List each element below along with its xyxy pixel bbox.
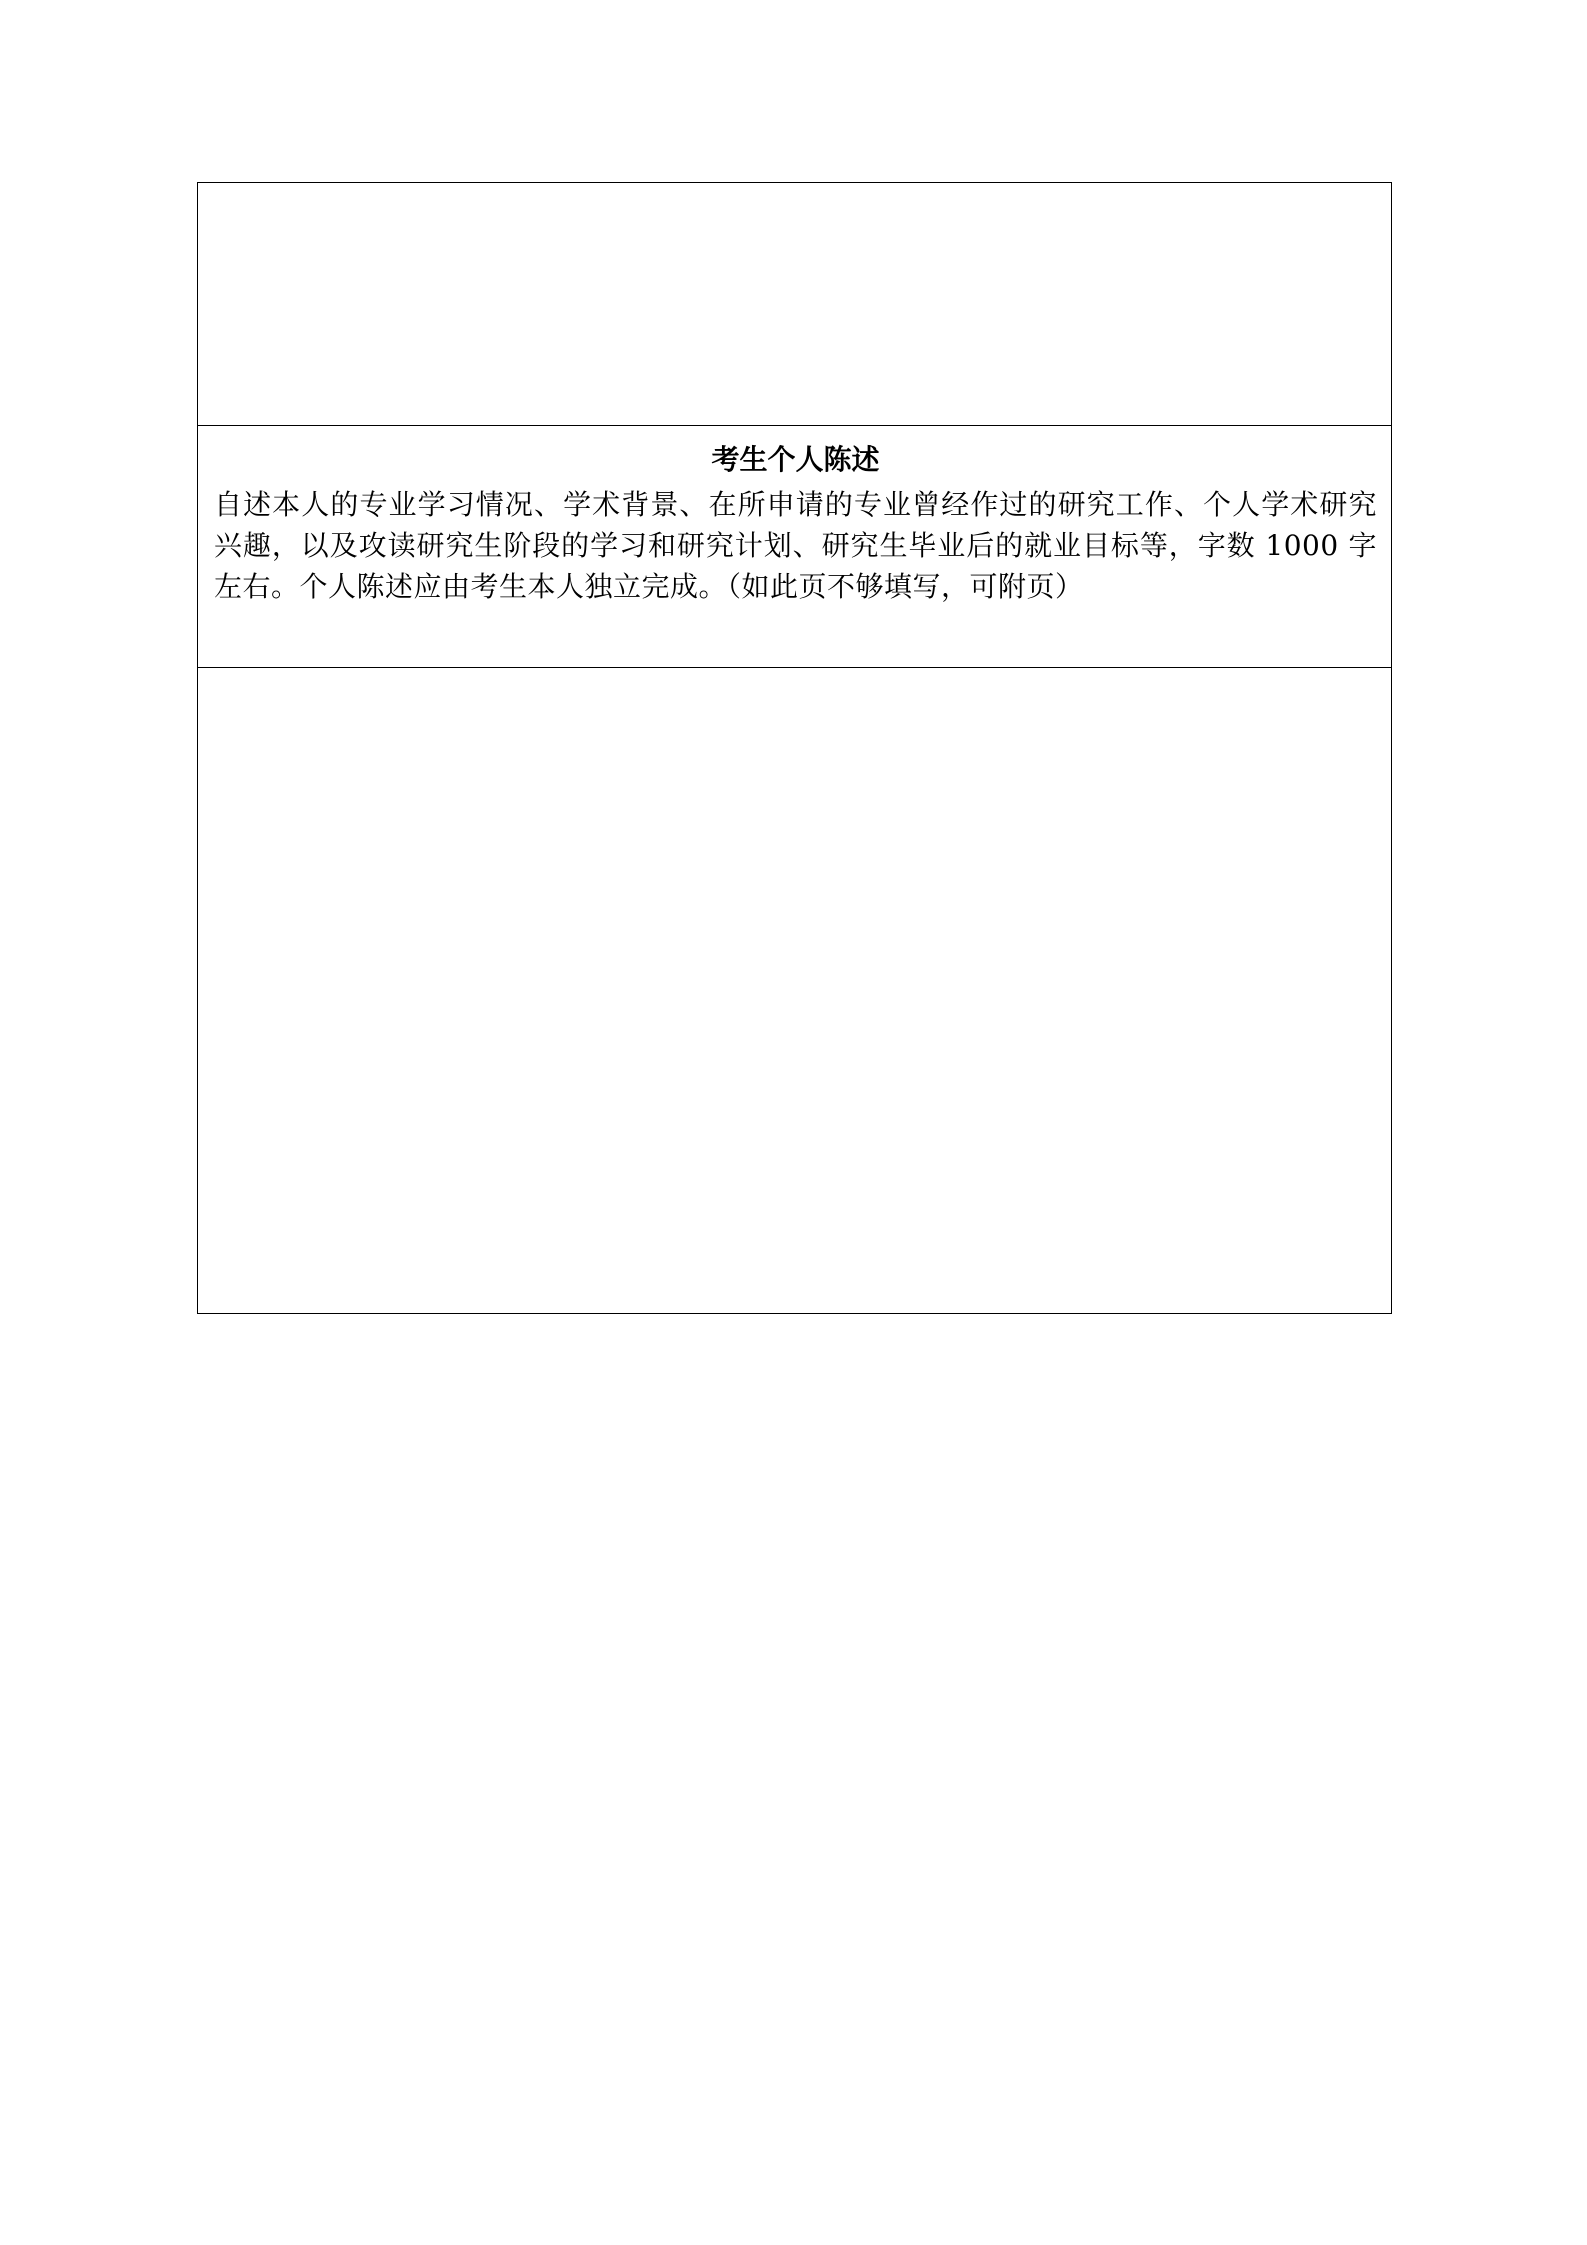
top-blank-cell[interactable] (198, 183, 1391, 426)
instructions-text: 自述本人的专业学习情况、学术背景、在所申请的专业曾经作过的研究工作、个人学术研究兴趣，以及攻读研究生阶段的学习和研究计划、研究生毕业后的就业目标等，字数 1000 字左右。个人陈述应由考生本人独立完成。（如此页不够填写，可附页） (214, 488, 1377, 603)
statement-header-cell (198, 426, 1391, 668)
section-title: 考生个人陈述 (711, 443, 880, 476)
statement-answer-cell[interactable] (198, 668, 1391, 1313)
personal-statement-form-table (197, 182, 1392, 1314)
